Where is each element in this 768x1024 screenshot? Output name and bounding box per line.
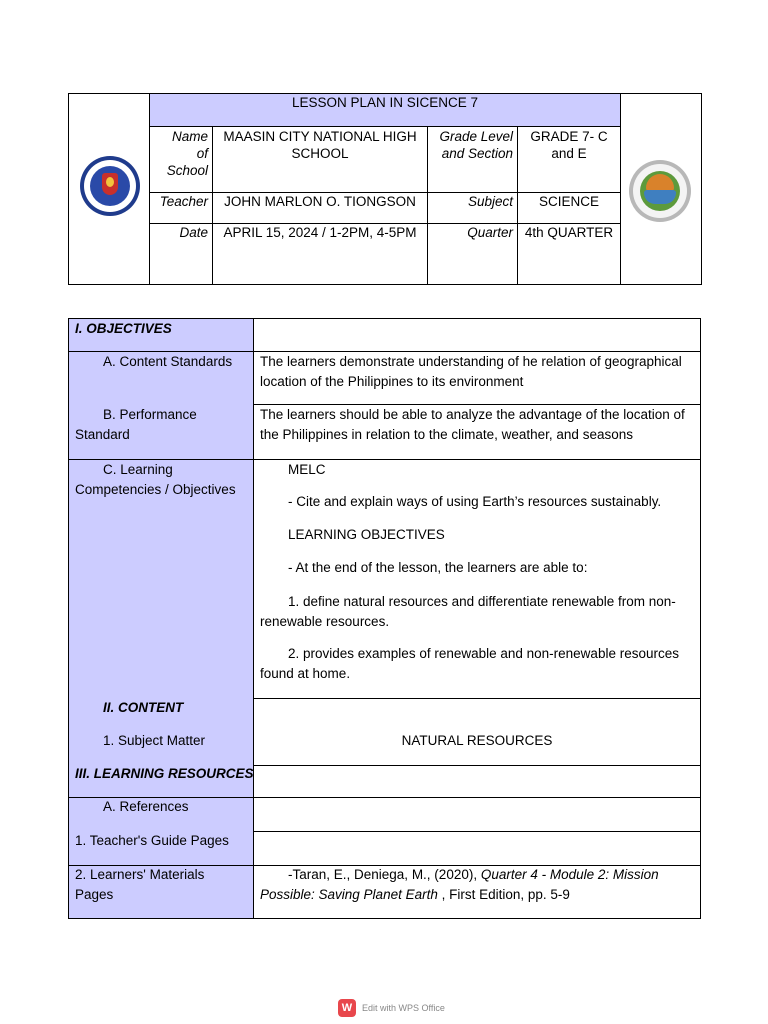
- date-label: Date: [179, 225, 208, 240]
- learning-objectives-heading: LEARNING OBJECTIVES: [288, 527, 445, 542]
- learning-resources-heading: III. LEARNING RESOURCES: [75, 766, 254, 781]
- subject-matter-label: 1. Subject Matter: [103, 733, 206, 748]
- lesson-plan-title: LESSON PLAN IN SICENCE 7: [291, 95, 479, 110]
- content-standards-label: A. Content Standards: [103, 354, 233, 369]
- teacher-name: JOHN MARLON O. TIONGSON: [224, 194, 416, 209]
- deped-seal-logo: [80, 156, 140, 216]
- learning-objective-1: 1. define natural resources and differentiate renewable from non- renewable resources.: [260, 594, 676, 629]
- subject-value: SCIENCE: [538, 194, 599, 209]
- content-standards-text: The learners demonstrate understanding of he relation of geographical location of the Philippines to its environment: [260, 354, 682, 389]
- objectives-heading: I. OBJECTIVES: [75, 321, 172, 336]
- subject-matter-value: NATURAL RESOURCES: [401, 733, 553, 748]
- school-name: MAASIN CITY NATIONAL HIGH SCHOOL: [223, 129, 417, 161]
- wps-logo-icon: W: [338, 999, 356, 1017]
- learning-objective-2: 2. provides examples of renewable and non-renewable resources found at home.: [260, 646, 679, 681]
- wps-footer[interactable]: [338, 998, 445, 1018]
- quarter-label: Quarter: [467, 225, 513, 240]
- quarter-value: 4th QUARTER: [524, 225, 614, 240]
- content-heading: II. CONTENT: [103, 700, 184, 715]
- division-seal-logo: [629, 160, 691, 222]
- lesson-table: [68, 318, 701, 919]
- date-value: APRIL 15, 2024 / 1-2PM, 4-5PM: [223, 225, 417, 240]
- learning-objectives-intro: - At the end of the lesson, the learners are able to:: [288, 560, 588, 575]
- learning-competencies-label: C. Learning Competencies / Objectives: [75, 462, 236, 497]
- melc-heading: MELC: [288, 462, 326, 477]
- teachers-guide-label: 1. Teacher's Guide Pages: [75, 833, 229, 848]
- melc-text: - Cite and explain ways of using Earth’s resources sustainably.: [288, 494, 662, 509]
- grade-section: GRADE 7- C and E: [530, 129, 608, 161]
- header-table: [68, 93, 702, 285]
- performance-standard-label: B. Performance Standard: [75, 407, 197, 442]
- subject-label: Subject: [467, 194, 513, 209]
- grade-level-label: Grade Level and Section: [439, 129, 513, 161]
- wps-footer-text: Edit with WPS Office: [362, 1003, 445, 1013]
- learners-materials-label: 2. Learners' Materials Pages: [75, 867, 205, 902]
- teacher-label: Teacher: [159, 194, 208, 209]
- performance-standard-text: The learners should be able to analyze the advantage of the location of the Philippines in relation to the climate, weather, and seasons: [260, 407, 685, 442]
- name-of-school-label: Name of School: [166, 129, 208, 178]
- references-label: A. References: [103, 799, 189, 814]
- learners-materials-reference: -Taran, E., Deniega, M., (2020), Quarter 4 - Module 2: Mission Possible: Saving Planet Earth , First Edition, pp. 5-9: [260, 867, 659, 902]
